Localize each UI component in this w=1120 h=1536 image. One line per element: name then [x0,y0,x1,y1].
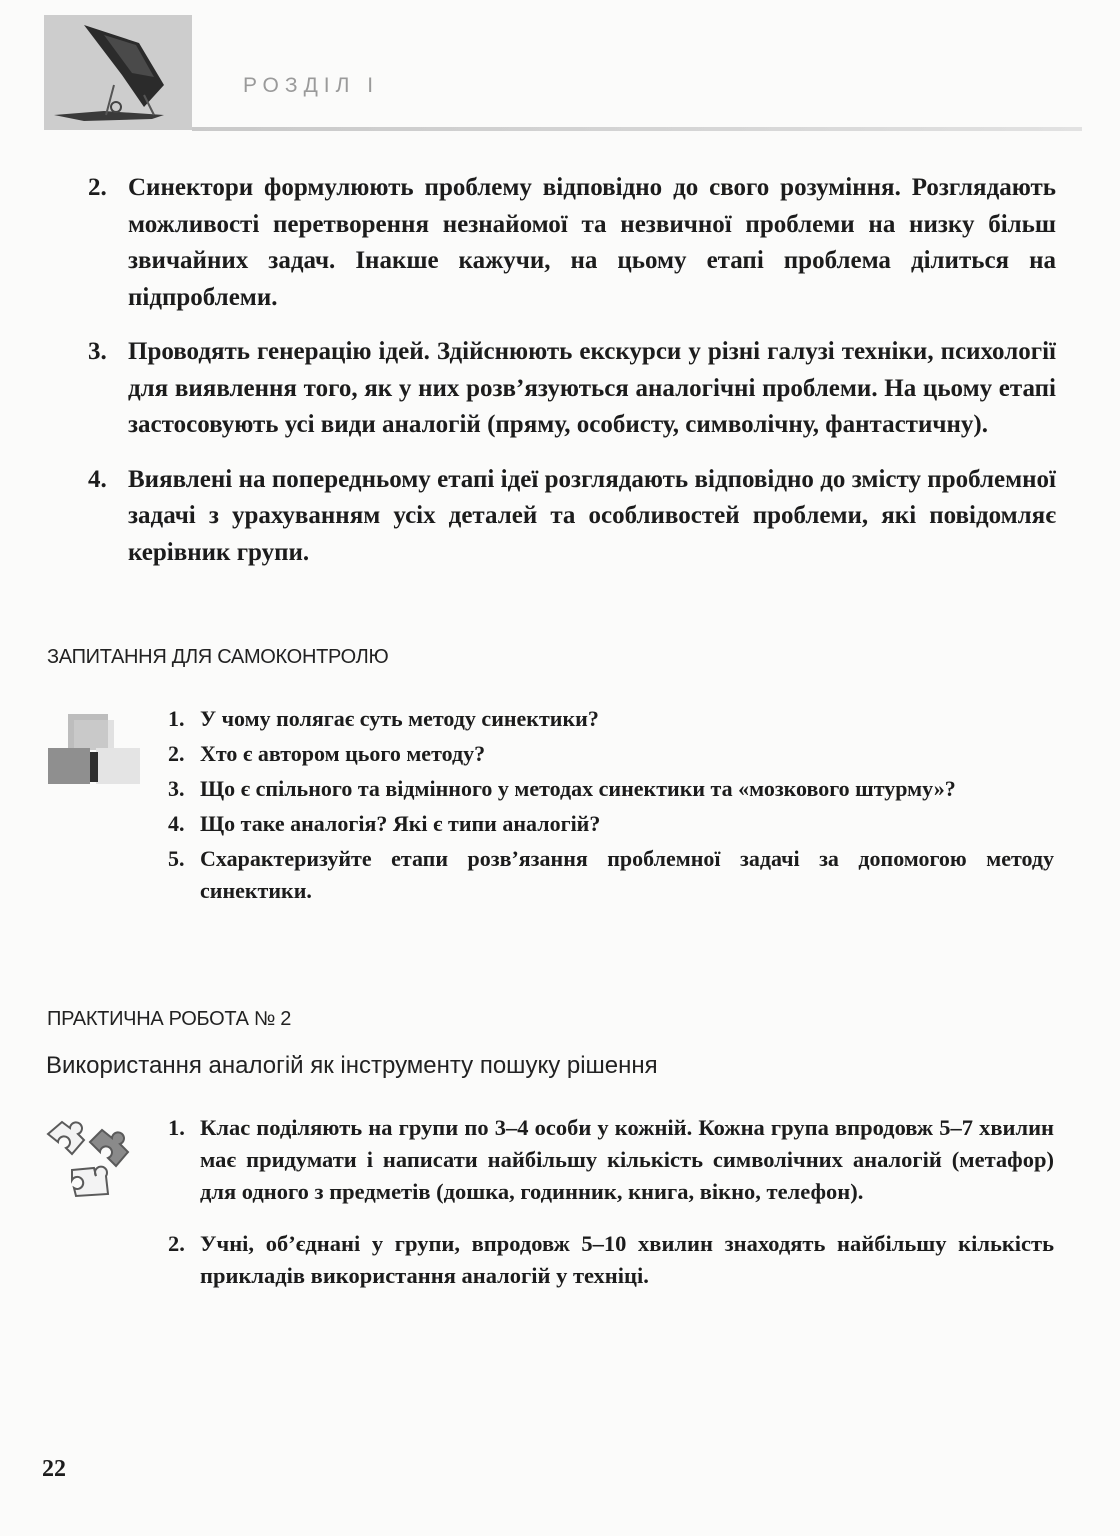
question-text: Що таке аналогія? Які є типи аналогій? [200,811,601,836]
flying-machine-icon [44,15,192,130]
steps-list [88,170,1056,589]
puzzle-icon [42,1112,146,1204]
question-number: 5. [168,846,185,871]
task-text: Учні, об’єднані у групи, впродовж 5–10 хвилин знаходять найбільшу кількість прикладів використання аналогій у техніці. [200,1231,1054,1288]
question-text: Хто є автором цього методу? [200,741,486,766]
task-item [168,1112,1054,1208]
step-item [88,334,1056,444]
question-number: 4. [168,811,185,836]
chapter-header-image [44,15,192,130]
step-text: Синектори формулюють проблему відповідно до свого розуміння. Розглядають можливості перетворення незнайомої та незвичної проблеми на низку більш звичайних задач. Інакше кажучи, на цьому етапі проблема ділиться на підпроблеми. [128,174,1056,311]
header-rule [192,127,1082,131]
step-item [88,170,1056,316]
question-number: 3. [168,776,185,801]
practical-heading: ПРАКТИЧНА РОБОТА № 2 [47,1008,292,1030]
question-item [168,808,1054,840]
questions-list [168,703,1054,910]
cubes-icon [46,712,142,788]
step-number: 3. [88,338,107,365]
page-number: 22 [42,1456,66,1482]
chapter-label: РОЗДІЛ I [243,74,380,97]
question-number: 2. [168,741,185,766]
task-text: Клас поділяють на групи по 3–4 особи у кожній. Кожна група впродовж 5–7 хвилин має придумати і написати найбільшу кількість символічних аналогій (метафор) для одного з предметів (дошка, годинник, книга, вікно, телефон). [200,1115,1054,1204]
question-item [168,738,1054,770]
step-number: 4. [88,465,107,493]
question-text: У чому полягає суть методу синектики? [200,706,599,731]
task-item [168,1228,1054,1292]
step-item [88,462,1056,572]
self-control-heading: ЗАПИТАННЯ ДЛЯ САМОКОНТРОЛЮ [47,646,389,668]
question-text: Схарактеризуйте етапи розв’язання проблемної задачі за допомогою методу синектики. [200,846,1054,903]
task-number: 2. [168,1231,185,1256]
question-number: 1. [168,706,185,731]
step-text: Виявлені на попередньому етапі ідеї розглядають відповідно до змісту проблемної задачі з урахуванням усіх деталей та особливостей проблеми, які повідомляє керівник групи. [128,465,1056,566]
question-item [168,843,1054,907]
tasks-list [168,1112,1054,1312]
practical-subtitle: Використання аналогій як інструменту пошуку рішення [46,1052,658,1079]
step-text: Проводять генерацію ідей. Здійснюють екскурси у різні галузі техніки, психології для виявлення того, як у них розв’язуються аналогічні проблеми. На цьому етапі застосовують усі види аналогій (пряму, особисту, символічну, фантастичну). [128,338,1056,438]
step-number: 2. [88,174,107,201]
question-text: Що є спільного та відмінного у методах синектики та «мозкового штурму»? [200,776,956,801]
question-item [168,773,1054,805]
task-number: 1. [168,1115,185,1140]
question-item [168,703,1054,735]
